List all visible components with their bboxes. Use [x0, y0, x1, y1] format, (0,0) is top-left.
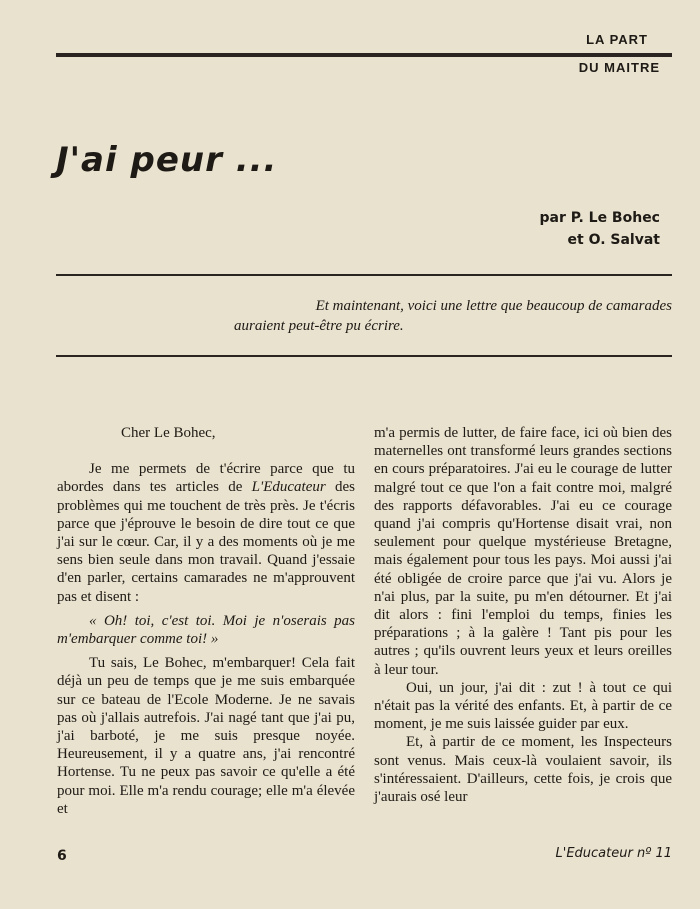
quote-paragraph: « Oh! toi, c'est toi. Moi je n'oserais pas m'embarquer comme toi! » [57, 612, 355, 648]
author-line-1: par P. Le Bohec [539, 210, 660, 226]
body-column-right [374, 424, 672, 806]
intro-line-2: auraient peut-être pu écrire. [234, 318, 404, 334]
page-number: 6 [57, 848, 67, 864]
section-label-line2: DU MAITRE [578, 60, 660, 75]
body-paragraph: Je me permets de t'écrire parce que tu abordes dans tes articles de L'Educateur des problèmes qui me touchent de très près. Je t'écris parce que j'éprouve le besoin de dire tout ce que j'ai sur le cœur. Car, il y a des moments où je me sens bien seule dans mon travail. Quand j'essaie d'en parler, certains camarades ne m'approuvent pas et disent : [57, 461, 355, 605]
body-paragraph: Et, à partir de ce moment, les Inspecteurs sont venus. Mais ceux-là voulaient savoir, ils s'intéressaient. D'ailleurs, cette fois, je crois que j'aurais osé leur [374, 734, 672, 806]
body-paragraph: Tu sais, Le Bohec, m'embarquer! Cela fait déjà un peu de temps que je me suis embarquée sur ce bateau de l'Ecole Moderne. Je ne savais pas où j'allais autrefois. J'ai nagé tant que j'ai pu, j'ai barboté, je me suis presque noyée. Heureusement, il y a quatre ans, j'ai rencontré Hortense. Tu ne peux pas savoir ce qu'elle a été pour moi. Elle m'a rendu courage; elle m'a élevée et [57, 655, 355, 817]
body-paragraph: m'a permis de lutter, de faire face, ici où bien des maternelles ont transformé leurs grandes sections en cours préparatoires. J'ai eu le courage de lutter malgré tout ce que l'on a fait contre moi, malgré des rapports défavorables. J'ai eu ce courage quand j'ai compris qu'Hortense disait vrai, non seulement pour quelque mystérieuse Bretagne, mais également pour tous les pays. Moi aussi j'ai été obligée de croire parce que j'ai vu. Alors je n'ai plus, par la suite, pu m'en détourner. Et j'ai dit alors : fini l'emploi du temps, finies les préparations ; à la galère ! Tant pis pour les autres ; qu'ils ouvrent leurs yeux et leurs oreilles à leur tour. [374, 425, 672, 678]
letter-salutation: Cher Le Bohec, [121, 425, 216, 441]
publication-name: L'Educateur [251, 479, 326, 496]
author-line-2: et O. Salvat [567, 232, 660, 248]
article-intro [200, 296, 672, 336]
header-rule [56, 53, 672, 57]
article-title: J'ai peur ... [56, 140, 278, 180]
intro-bottom-rule [56, 355, 672, 357]
section-label-line1: LA PART [586, 32, 648, 47]
publication-footer: L'Educateur nº 11 [555, 846, 672, 861]
intro-top-rule [56, 274, 672, 276]
body-column-left [57, 424, 355, 818]
article-byline [540, 207, 660, 251]
intro-line-1: Et maintenant, voici une lettre que beaucoup de camarades [315, 298, 672, 314]
body-paragraph: Oui, un jour, j'ai dit : zut ! à tout ce qui n'était pas la vérité des enfants. Et, à partir de ce moment, je me suis laissée guider par eux. [374, 679, 672, 733]
